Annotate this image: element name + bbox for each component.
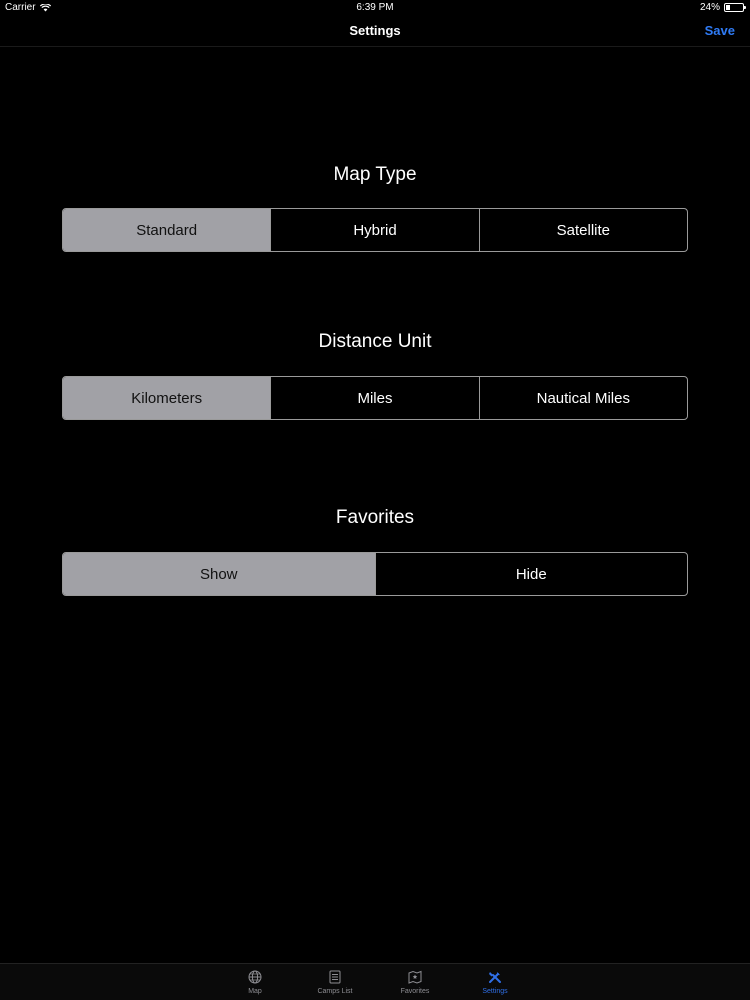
favorites-segmented-control xyxy=(62,552,688,596)
navigation-bar xyxy=(0,16,750,47)
status-right xyxy=(700,2,744,13)
globe-icon xyxy=(247,969,263,985)
status-time: 6:39 PM xyxy=(356,2,394,13)
tab-bar xyxy=(0,963,750,1000)
distance-unit-title: Distance Unit xyxy=(318,331,432,352)
tools-icon xyxy=(487,969,503,985)
battery-fill xyxy=(726,5,730,10)
favorites-title: Favorites xyxy=(335,507,415,528)
favorites-hide-segment[interactable]: Hide xyxy=(515,565,547,583)
tab-camps-list-label: Camps List xyxy=(317,988,353,995)
tab-settings[interactable] xyxy=(455,964,535,1000)
map-type-segmented-control xyxy=(62,208,688,252)
save-button[interactable]: Save xyxy=(704,23,735,38)
tab-favorites[interactable] xyxy=(375,964,455,1000)
list-icon xyxy=(327,969,343,985)
map-type-satellite-segment[interactable]: Satellite xyxy=(556,221,610,239)
tab-map-label: Map xyxy=(248,988,262,995)
status-bar xyxy=(0,0,750,16)
battery-percent: 24% xyxy=(699,2,720,13)
favorites-map-icon xyxy=(407,969,423,985)
tab-map[interactable] xyxy=(215,964,295,1000)
battery-icon xyxy=(724,3,744,12)
tab-camps-list[interactable] xyxy=(295,964,375,1000)
favorites-show-segment[interactable]: Show xyxy=(63,553,376,595)
distance-unit-nautical-miles-segment[interactable]: Nautical Miles xyxy=(536,389,630,407)
distance-unit-segmented-control xyxy=(62,376,688,420)
map-type-title: Map Type xyxy=(333,164,417,185)
carrier-label: Carrier xyxy=(5,2,36,13)
distance-unit-kilometers-segment[interactable]: Kilometers xyxy=(63,377,271,419)
map-type-standard-segment[interactable]: Standard xyxy=(63,209,271,251)
tab-settings-label: Settings xyxy=(482,988,508,995)
distance-unit-miles-segment[interactable]: Miles xyxy=(271,377,479,419)
map-type-hybrid-segment[interactable]: Hybrid xyxy=(271,209,479,251)
page-title: Settings xyxy=(349,23,401,38)
tab-favorites-label: Favorites xyxy=(400,988,430,995)
